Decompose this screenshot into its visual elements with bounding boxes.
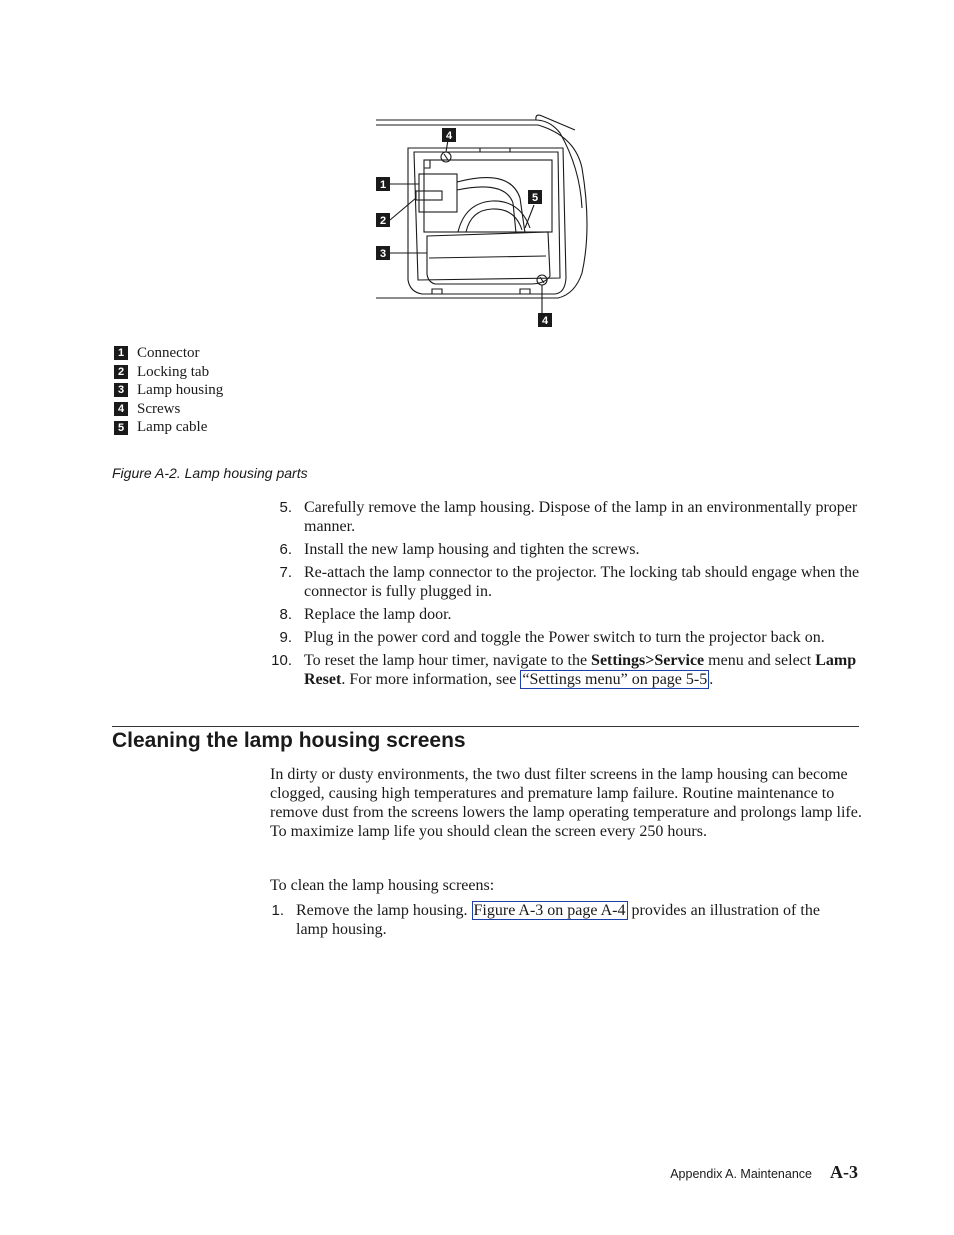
procedure-steps	[262, 498, 862, 693]
legend-item	[114, 363, 223, 382]
legend-callout: 4	[114, 402, 128, 416]
step-text-part: menu and select	[704, 652, 816, 669]
figure-legend	[114, 344, 223, 437]
list-item	[262, 540, 862, 559]
legend-label: Connector	[137, 345, 200, 361]
step-text	[296, 901, 852, 939]
legend-callout: 5	[114, 421, 128, 435]
step-number: 10.	[271, 652, 292, 669]
step-text: Carefully remove the lamp housing. Dispose of the lamp in an environmentally proper manner.	[304, 499, 858, 535]
footer-section: Appendix A. Maintenance	[670, 1167, 812, 1181]
legend-item	[114, 400, 223, 419]
section-divider	[112, 726, 859, 727]
callout-label: 2	[379, 215, 387, 227]
lamp-housing-figure	[370, 108, 600, 330]
step-number: 8.	[279, 606, 292, 623]
legend-callout: 3	[114, 383, 128, 397]
callout-label: 5	[531, 192, 539, 204]
legend-label: Locking tab	[137, 363, 210, 380]
settings-service-menu-name: Settings>Service	[591, 652, 705, 669]
lamp-reset-option-name: Lamp Reset	[304, 652, 857, 688]
list-item	[262, 605, 862, 624]
step-number: 7.	[279, 564, 292, 581]
page-footer	[670, 1162, 858, 1183]
list-item	[262, 651, 862, 689]
figure-a3-link[interactable]: Figure A-3 on page A-4	[473, 902, 626, 919]
section-heading: Cleaning the lamp housing screens	[112, 729, 466, 752]
step-number: 1.	[271, 902, 284, 919]
list-item	[262, 563, 862, 601]
callout-label: 4	[541, 315, 549, 327]
step-number: 9.	[279, 629, 292, 646]
page-number: A-3	[830, 1162, 858, 1182]
step-text: Replace the lamp door.	[304, 606, 452, 623]
legend-label: Lamp housing	[137, 382, 224, 399]
procedure-intro: To clean the lamp housing screens:	[270, 877, 495, 894]
list-item	[262, 628, 862, 647]
step-text-part: To reset the lamp hour timer, navigate to the	[304, 652, 592, 669]
step-text	[304, 651, 862, 689]
step-text: Install the new lamp housing and tighten the screws.	[304, 541, 640, 558]
legend-label: Lamp cable	[137, 419, 208, 436]
legend-callout: 1	[114, 346, 128, 360]
list-item	[262, 901, 852, 939]
legend-item	[114, 344, 223, 363]
callout-label: 4	[445, 130, 453, 142]
step-text-part: . For more information, see	[341, 671, 521, 688]
step-text: Re-attach the lamp connector to the projector. The locking tab should engage when the connector is fully plugged in.	[304, 564, 860, 600]
legend-callout: 2	[114, 365, 128, 379]
step-text-part: provides an illustration of the lamp housing.	[296, 902, 820, 938]
callout-label: 1	[379, 179, 387, 191]
legend-item	[114, 381, 223, 400]
lamp-housing-illustration	[370, 108, 600, 330]
step-number: 6.	[279, 541, 292, 558]
step-text-part: .	[709, 671, 714, 688]
settings-menu-link[interactable]: “Settings menu” on page 5-5	[522, 671, 708, 688]
legend-item	[114, 418, 223, 437]
callout-label: 3	[379, 248, 387, 260]
figure-caption: Figure A-2. Lamp housing parts	[112, 465, 308, 481]
cleaning-steps	[262, 901, 852, 943]
section-paragraph: In dirty or dusty environments, the two dust filter screens in the lamp housing can become clogged, causing high temperatures and premature lamp failure. Routine maintenance to remove dust from the screens lowers the lamp operating temperature and prolongs lamp life. To maximize lamp life you should clean the screen every 250 hours.	[270, 766, 862, 840]
step-text-part: Remove the lamp housing.	[296, 902, 472, 919]
step-number: 5.	[279, 499, 292, 516]
list-item	[262, 498, 862, 536]
legend-label: Screws	[137, 400, 181, 417]
step-text: Plug in the power cord and toggle the Power switch to turn the projector back on.	[304, 629, 825, 646]
